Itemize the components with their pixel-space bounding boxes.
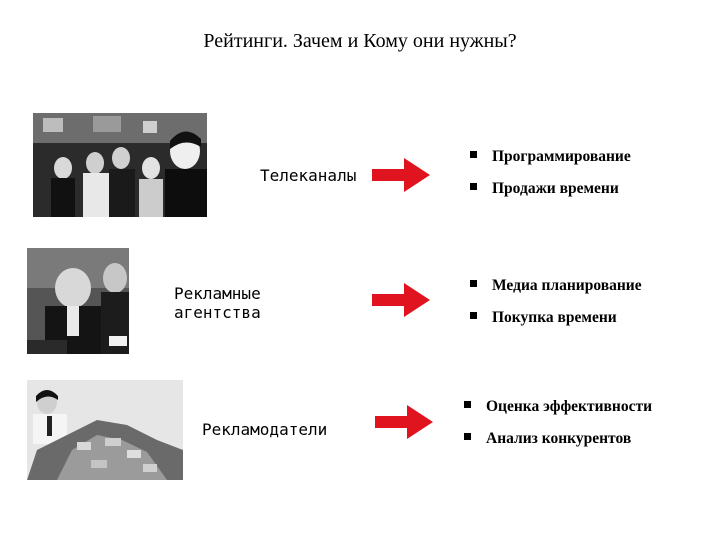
row-label-ad-agencies: Рекламные агентства xyxy=(174,284,261,322)
row-label-tv-channels: Телеканалы xyxy=(260,166,357,185)
bullet-list-agencies xyxy=(470,277,642,341)
bullet-list-advertisers xyxy=(464,398,652,462)
tv-studio-photo xyxy=(33,113,207,217)
bullet-item xyxy=(464,398,652,430)
square-bullet-icon xyxy=(464,433,471,440)
right-arrow-icon xyxy=(372,158,430,192)
square-bullet-icon xyxy=(470,183,477,190)
bullet-text: Покупка времени xyxy=(492,309,617,326)
ad-agency-photo xyxy=(27,248,129,354)
square-bullet-icon xyxy=(470,312,477,319)
bullet-text: Медиа планирование xyxy=(492,277,642,294)
right-arrow-icon xyxy=(372,283,430,317)
bullet-item xyxy=(470,277,642,309)
square-bullet-icon xyxy=(470,280,477,287)
square-bullet-icon xyxy=(464,401,471,408)
bullet-item xyxy=(470,309,642,341)
bullet-text: Анализ конкурентов xyxy=(486,430,632,447)
slide-title: Рейтинги. Зачем и Кому они нужны? xyxy=(203,30,517,52)
bullet-text: Оценка эффективности xyxy=(486,398,653,415)
square-bullet-icon xyxy=(470,151,477,158)
advertiser-photo xyxy=(27,380,183,480)
right-arrow-icon xyxy=(375,405,433,439)
bullet-item xyxy=(464,430,652,462)
row-label-advertisers: Рекламодатели xyxy=(202,420,328,439)
bullet-text: Программирование xyxy=(492,148,631,165)
bullet-list-tv xyxy=(470,148,631,212)
bullet-item xyxy=(470,180,631,212)
bullet-text: Продажи времени xyxy=(492,180,619,197)
bullet-item xyxy=(470,148,631,180)
